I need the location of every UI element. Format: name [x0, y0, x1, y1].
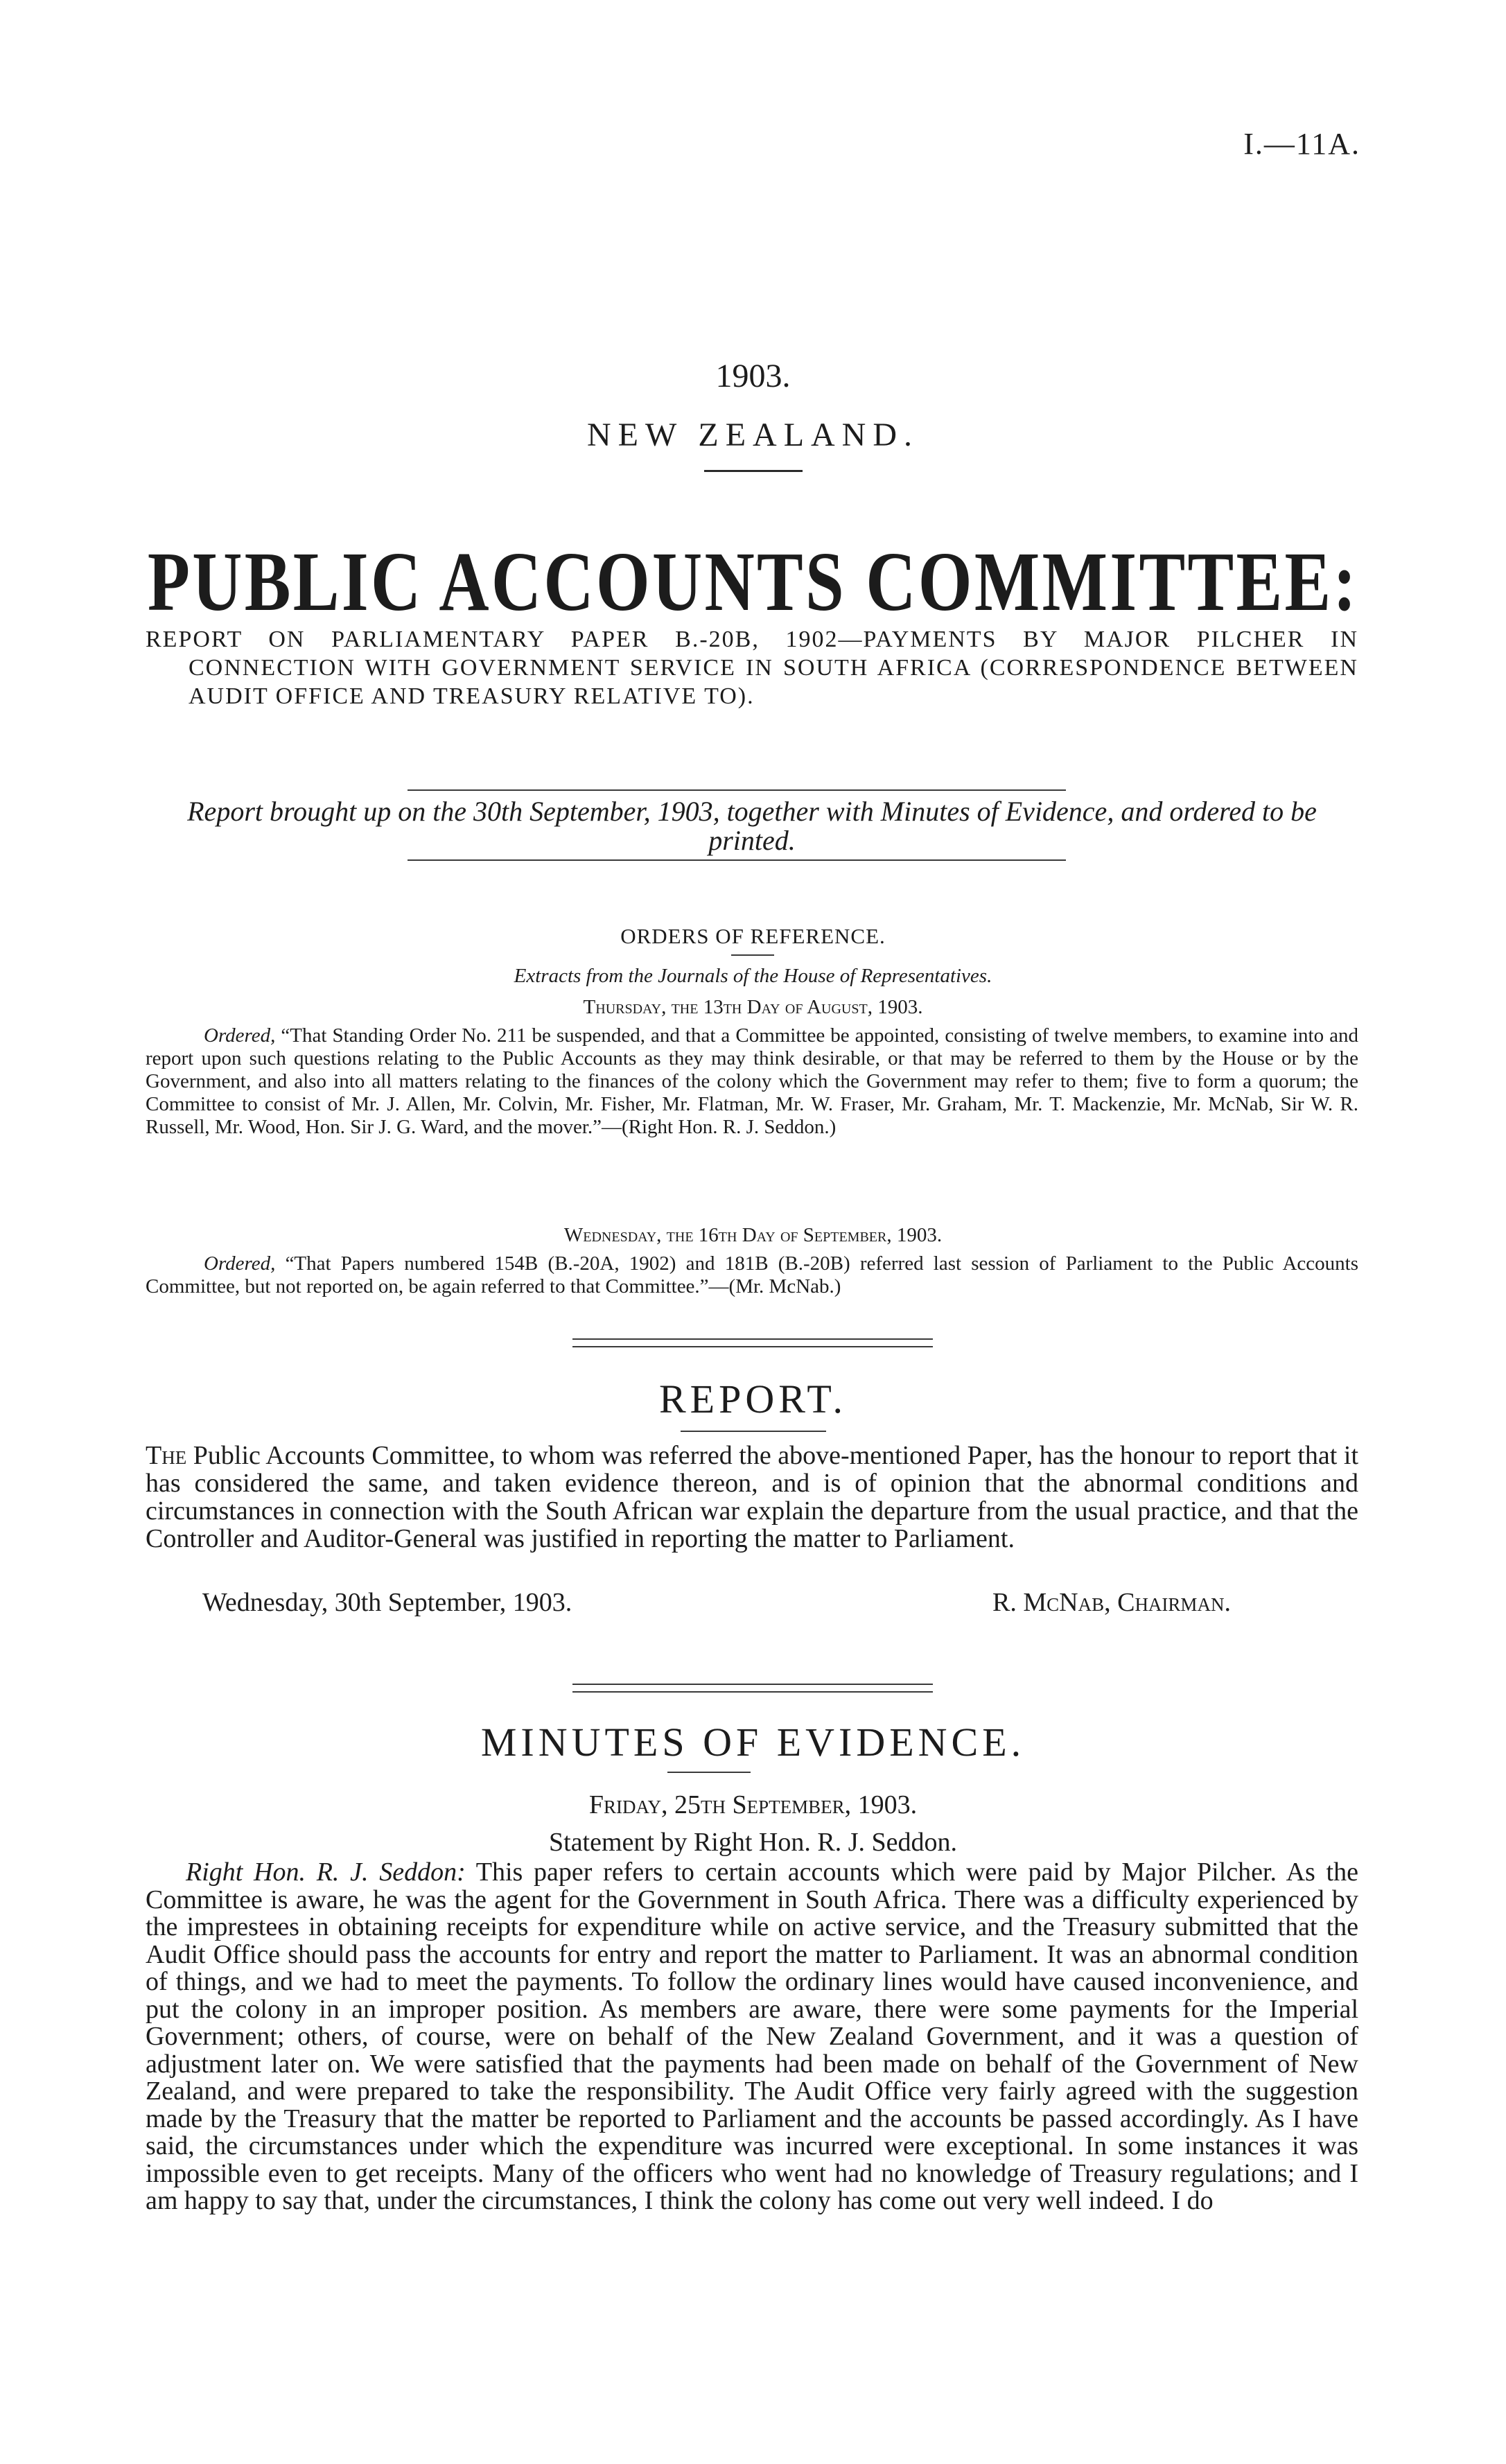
minutes-speaker: Right Hon. R. J. Seddon: — [186, 1858, 466, 1887]
masthead-rule — [704, 470, 803, 472]
rule-below-brought-up — [408, 859, 1066, 861]
report-lead: The — [146, 1441, 187, 1470]
order-2-lead: Ordered, — [204, 1252, 276, 1275]
page-title: PUBLIC ACCOUNTS COMMITTEE: — [147, 535, 1359, 629]
order-1-lead: Ordered, — [204, 1024, 276, 1047]
orders-heading: ORDERS OF REFERENCE. — [620, 924, 886, 948]
orders-extracts: Extracts from the Journals of the House of Representatives. — [514, 965, 992, 987]
title-subtitle: REPORT ON PARLIAMENTARY PAPER B.-20B, 1902—PAYMENTS BY MAJOR PILCHER IN CONNECTION WITH GOVERNMENT SERVICE IN SOUTH AFRICA (CORRESPONDENCE BETWEEN AUDIT OFFICE AND TREASURY RELATIVE TO). — [146, 627, 1358, 709]
minutes-rule — [667, 1772, 751, 1773]
rule-above-brought-up — [408, 789, 1066, 791]
report-body — [146, 1442, 1358, 1553]
section-rule-1a — [572, 1338, 933, 1340]
section-rule-1b — [572, 1346, 933, 1347]
minutes-date: Friday, 25th September, 1903. — [588, 1790, 918, 1819]
orders-date-1: Thursday, the 13th Day of August, 1903. — [583, 996, 923, 1018]
minutes-statement: Statement by Right Hon. R. J. Seddon. — [549, 1828, 957, 1857]
order-2 — [146, 1252, 1358, 1298]
report-rule — [681, 1431, 826, 1432]
report-signature: R. McNab, Chairman. — [992, 1588, 1231, 1617]
orders-rule — [731, 954, 774, 956]
report-text: Public Accounts Committee, to whom was referred the above-mentioned Paper, has the honour to report that it has considered the same, and taken evidence thereon, and is of opinion that the abnormal conditions and circumstances in connection with the South African war explain the departure from the usual practice, and that the Controller and Auditor-General was justified in reporting the matter to Parliament. — [146, 1441, 1359, 1553]
minutes-body — [146, 1859, 1358, 2215]
year: 1903. — [715, 358, 791, 394]
section-rule-2b — [572, 1691, 933, 1693]
brought-up-note: Report brought up on the 30th September, 1903, together with Minutes of Evidence, and ordered to be printed. — [187, 796, 1317, 856]
country: NEW ZEALAND. — [586, 417, 920, 453]
report-heading: REPORT. — [658, 1377, 848, 1422]
order-1 — [146, 1024, 1358, 1139]
report-date: Wednesday, 30th September, 1903. — [202, 1588, 572, 1617]
minutes-heading: MINUTES OF EVIDENCE. — [480, 1720, 1026, 1765]
section-rule-2a — [572, 1684, 933, 1685]
orders-date-2: Wednesday, the 16th Day of September, 1903. — [563, 1224, 943, 1246]
order-1-text: “That Standing Order No. 211 be suspended, and that a Committee be appointed, consisting of twelve members, to examine into and report upon such questions relating to the Public Accounts as they may think desirable, or that may be referred to them by the House or by the Government, and also into all matters relating to the finances of the colony which the Government may refer to them; five to form a quorum; the Committee to consist of Mr. J. Allen, Mr. Colvin, Mr. Fisher, Mr. Flatman, Mr. W. Fraser, Mr. Graham, Mr. T. Mackenzie, Mr. McNab, Sir W. R. Russell, Mr. Wood, Hon. Sir J. G. Ward, and the mover.”—(Right Hon. R. J. Seddon.) — [146, 1024, 1358, 1138]
minutes-text: This paper refers to certain accounts which were paid by Major Pilcher. As the Committee is aware, he was the agent for the Government in South Africa. There was a difficulty experienced by the imprestees in obtaining receipts for expenditure while on active service, and the Treasury submitted that the Audit Office should pass the accounts for entry and report the matter to Parliament. It was an abnormal condition of things, and we had to meet the payments. To follow the ordinary lines would have caused inconvenience, and put the colony in an improper position. As members are aware, there were some payments for the Imperial Government; others, of course, were on behalf of the New Zealand Government, and it was a question of adjustment later on. We were satisfied that the payments had been made on behalf of the Government of New Zealand, and were prepared to take the responsibility. The Audit Office very fairly agreed with the suggestion made by the Treasury that the matter be reported to Parliament and the accounts be passed accordingly. As I have said, the circumstances under which the expenditure was incurred were exceptional. In some instances it was impossible even to get receipts. Many of the officers who went had no knowledge of Treasury regulations; and I am happy to say that, under the circumstances, I think the colony has come out very well indeed. I do — [146, 1858, 1358, 2215]
document-reference: I.—11A. — [1243, 127, 1360, 161]
order-2-text: “That Papers numbered 154B (B.-20A, 1902) and 181B (B.-20B) referred last session of Parliament to the Public Accounts Committee, but not reported on, be again referred to that Committee.”—(Mr. McNab.) — [146, 1252, 1359, 1297]
